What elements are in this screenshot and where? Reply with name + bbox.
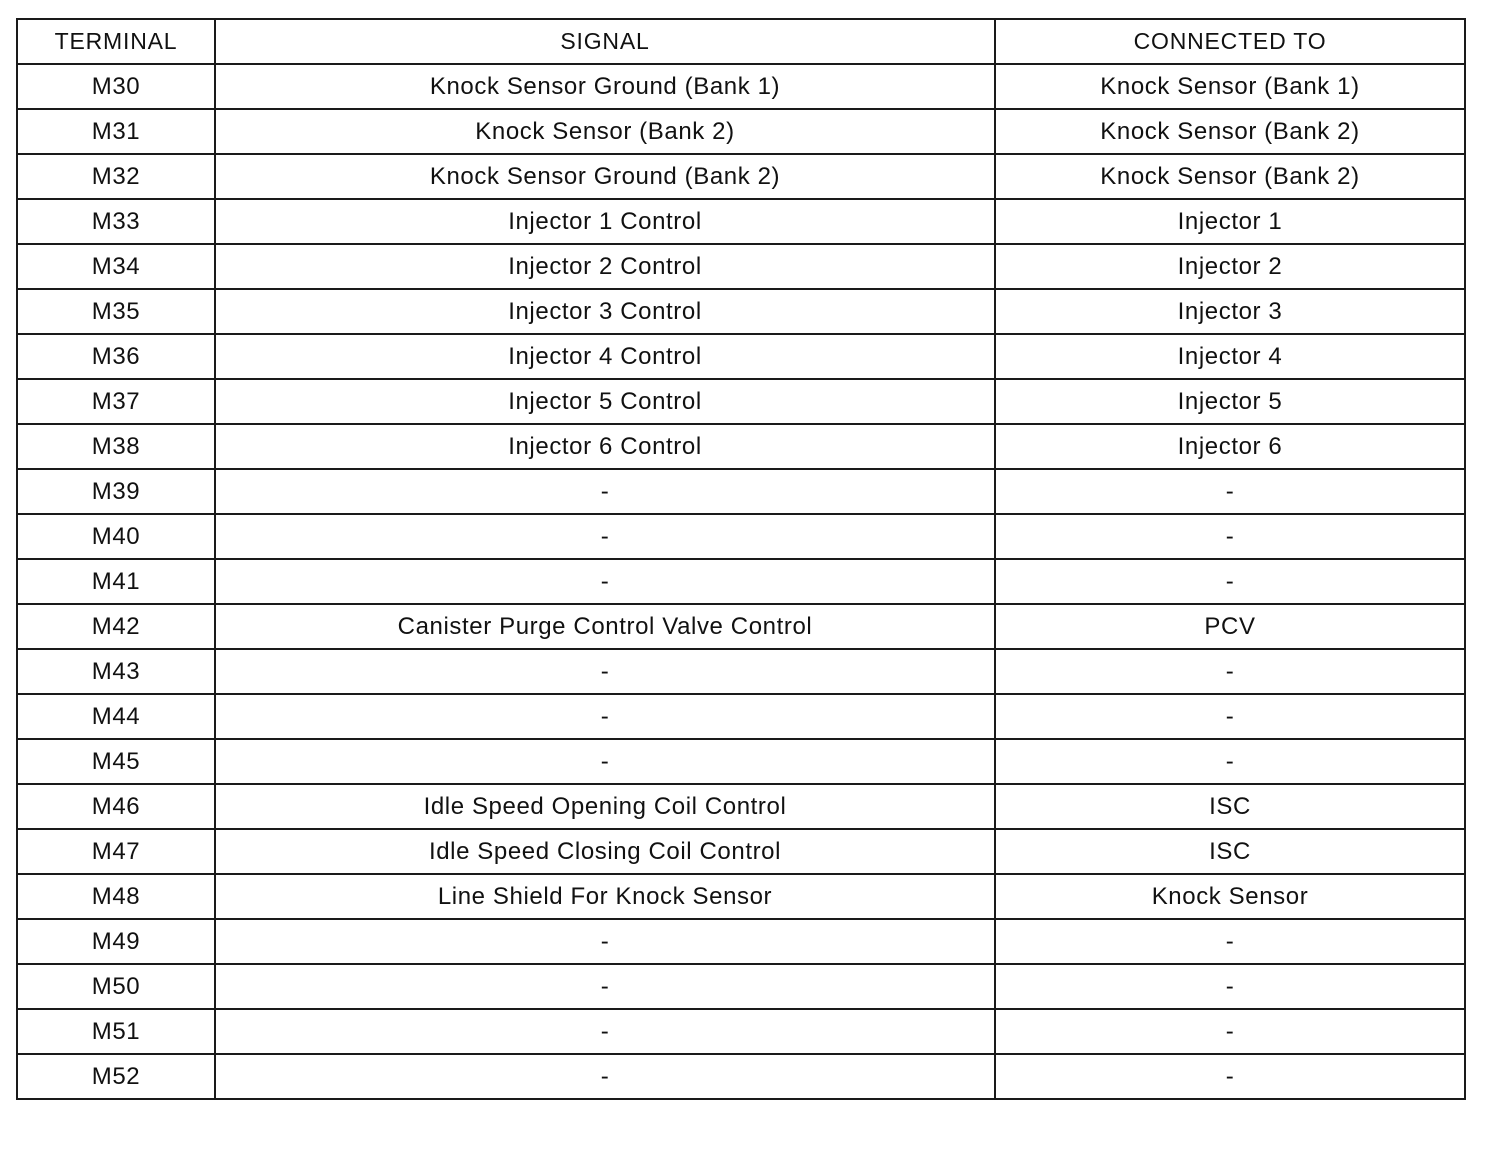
table-row [17, 154, 1465, 199]
terminal-cell: M32 [17, 154, 215, 199]
table-row [17, 199, 1465, 244]
signal-cell: Injector 4 Control [215, 334, 995, 379]
terminal-cell: M36 [17, 334, 215, 379]
signal-cell: Canister Purge Control Valve Control [215, 604, 995, 649]
terminal-cell: M44 [17, 694, 215, 739]
table-row [17, 559, 1465, 604]
connected-to-cell: - [995, 919, 1465, 964]
terminal-cell: M37 [17, 379, 215, 424]
connected-to-cell: Injector 1 [995, 199, 1465, 244]
terminal-cell: M46 [17, 784, 215, 829]
connected-to-cell: Injector 6 [995, 424, 1465, 469]
signal-cell: - [215, 964, 995, 1009]
table-row [17, 694, 1465, 739]
table-row [17, 424, 1465, 469]
terminal-cell: M48 [17, 874, 215, 919]
table-row [17, 289, 1465, 334]
terminal-pinout-sheet [16, 18, 1464, 1150]
connected-to-cell: Knock Sensor (Bank 1) [995, 64, 1465, 109]
terminal-cell: M47 [17, 829, 215, 874]
signal-cell: - [215, 469, 995, 514]
terminal-cell: M35 [17, 289, 215, 334]
connected-to-cell: ISC [995, 829, 1465, 874]
table-row [17, 514, 1465, 559]
header-row [17, 19, 1465, 64]
connected-to-cell: - [995, 649, 1465, 694]
column-header-signal: SIGNAL [215, 19, 995, 64]
terminal-cell: M45 [17, 739, 215, 784]
column-header-connected-to: CONNECTED TO [995, 19, 1465, 64]
terminal-cell: M39 [17, 469, 215, 514]
terminal-cell: M34 [17, 244, 215, 289]
terminal-cell: M52 [17, 1054, 215, 1099]
table-row [17, 604, 1465, 649]
signal-cell: - [215, 559, 995, 604]
connected-to-cell: Injector 4 [995, 334, 1465, 379]
terminal-cell: M33 [17, 199, 215, 244]
connected-to-cell: Knock Sensor [995, 874, 1465, 919]
terminal-cell: M40 [17, 514, 215, 559]
signal-cell: - [215, 1009, 995, 1054]
table-row [17, 334, 1465, 379]
signal-cell: - [215, 739, 995, 784]
signal-cell: - [215, 919, 995, 964]
terminal-cell: M50 [17, 964, 215, 1009]
terminal-cell: M43 [17, 649, 215, 694]
signal-cell: - [215, 514, 995, 559]
terminal-cell: M42 [17, 604, 215, 649]
terminal-cell: M30 [17, 64, 215, 109]
table-row [17, 244, 1465, 289]
signal-cell: Injector 5 Control [215, 379, 995, 424]
connected-to-cell: - [995, 739, 1465, 784]
column-header-terminal: TERMINAL [17, 19, 215, 64]
table-row [17, 379, 1465, 424]
table-row [17, 874, 1465, 919]
table-row [17, 109, 1465, 154]
connected-to-cell: PCV [995, 604, 1465, 649]
signal-cell: - [215, 649, 995, 694]
connected-to-cell: - [995, 469, 1465, 514]
table-row [17, 649, 1465, 694]
signal-cell: Injector 6 Control [215, 424, 995, 469]
table-row [17, 964, 1465, 1009]
table-body [17, 64, 1465, 1099]
terminal-cell: M51 [17, 1009, 215, 1054]
connected-to-cell: ISC [995, 784, 1465, 829]
connected-to-cell: - [995, 694, 1465, 739]
signal-cell: Injector 2 Control [215, 244, 995, 289]
signal-cell: Injector 3 Control [215, 289, 995, 334]
signal-cell: Knock Sensor Ground (Bank 1) [215, 64, 995, 109]
connected-to-cell: Knock Sensor (Bank 2) [995, 109, 1465, 154]
terminal-cell: M31 [17, 109, 215, 154]
table-row [17, 919, 1465, 964]
connected-to-cell: - [995, 1009, 1465, 1054]
terminal-pinout-table [16, 18, 1466, 1100]
connected-to-cell: - [995, 559, 1465, 604]
table-row [17, 784, 1465, 829]
terminal-cell: M38 [17, 424, 215, 469]
table-row [17, 739, 1465, 784]
table-row [17, 1009, 1465, 1054]
connected-to-cell: - [995, 514, 1465, 559]
connected-to-cell: Injector 2 [995, 244, 1465, 289]
table-row [17, 1054, 1465, 1099]
signal-cell: Idle Speed Opening Coil Control [215, 784, 995, 829]
terminal-cell: M49 [17, 919, 215, 964]
connected-to-cell: Injector 3 [995, 289, 1465, 334]
connected-to-cell: - [995, 1054, 1465, 1099]
signal-cell: Idle Speed Closing Coil Control [215, 829, 995, 874]
table-row [17, 64, 1465, 109]
signal-cell: Knock Sensor (Bank 2) [215, 109, 995, 154]
signal-cell: - [215, 694, 995, 739]
signal-cell: Injector 1 Control [215, 199, 995, 244]
terminal-cell: M41 [17, 559, 215, 604]
table-header [17, 19, 1465, 64]
signal-cell: - [215, 1054, 995, 1099]
table-row [17, 829, 1465, 874]
connected-to-cell: Knock Sensor (Bank 2) [995, 154, 1465, 199]
table-row [17, 469, 1465, 514]
signal-cell: Line Shield For Knock Sensor [215, 874, 995, 919]
connected-to-cell: - [995, 964, 1465, 1009]
signal-cell: Knock Sensor Ground (Bank 2) [215, 154, 995, 199]
connected-to-cell: Injector 5 [995, 379, 1465, 424]
